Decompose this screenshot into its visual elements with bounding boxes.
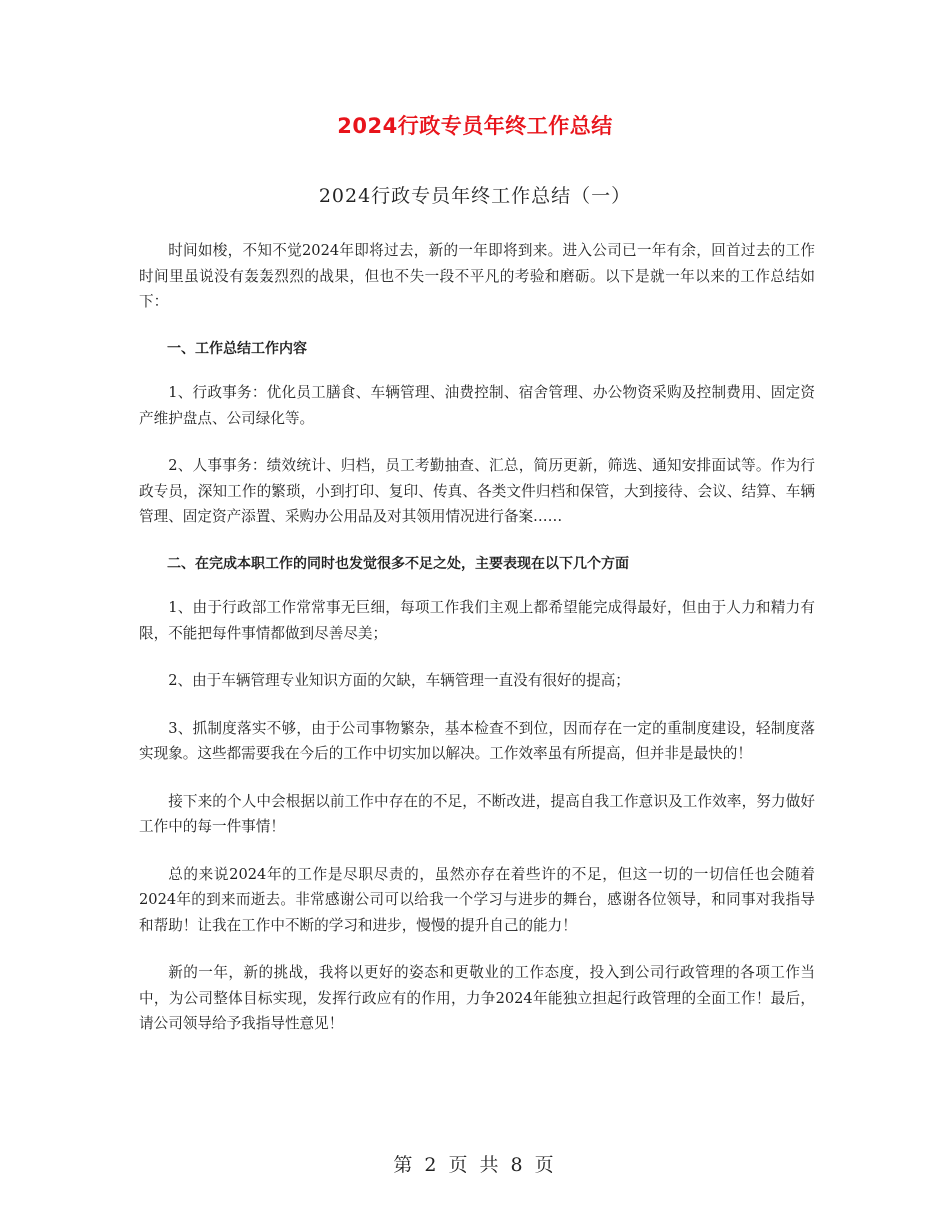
paragraph: 总的来说2024年的工作是尽职尽责的，虽然亦存在着些许的不足，但这一切的一切信任也会随着2024年的到来而逝去。非常感谢公司可以给我一个学习与进步的舞台，感谢各位领导，和同事对我指导和帮助！让我在工作中不断的学习和进步，慢慢的提升自己的能力！ xyxy=(139,865,815,934)
paragraph: 2、由于车辆管理专业知识方面的欠缺，车辆管理一直没有很好的提高； xyxy=(168,672,630,689)
section-heading: 二、在完成本职工作的同时也发觉很多不足之处，主要表现在以下几个方面 xyxy=(167,555,629,572)
paragraph: 1、行政事务：优化员工膳食、车辆管理、油费控制、宿舍管理、办公物资采购及控制费用、固定资产维护盘点、公司绿化等。 xyxy=(139,384,815,427)
document-title: 2024行政专员年终工作总结 xyxy=(337,114,613,138)
paragraph: 新的一年，新的挑战，我将以更好的姿态和更敬业的工作态度，投入到公司行政管理的各项工作当中，为公司整体目标实现，发挥行政应有的作用，力争2024年能独立担起行政管理的全面工作！最后，请公司领导给予我指导性意见！ xyxy=(139,964,815,1032)
paragraph: 接下来的个人中会根据以前工作中存在的不足，不断改进，提高自我工作意识及工作效率，努力做好工作中的每一件事情！ xyxy=(139,792,815,835)
paragraph: 2、人事事务：绩效统计、归档，员工考勤抽查、汇总，简历更新，筛选、通知安排面试等。作为行政专员，深知工作的繁琐，小到打印、复印、传真、各类文件归档和保管，大到接待、会议、结算、车辆管理、固定资产添置、采购办公用品及对其领用情况进行备案…… xyxy=(139,457,815,525)
paragraph: 1、由于行政部工作常常事无巨细，每项工作我们主观上都希望能完成得最好，但由于人力和精力有限，不能把每件事情都做到尽善尽美； xyxy=(139,599,815,642)
paragraph: 时间如梭，不知不觉2024年即将过去，新的一年即将到来。进入公司已一年有余，回首过去的工作时间里虽说没有轰轰烈烈的战果，但也不失一段不平凡的考验和磨砺。以下是就一年以来的工作总结如下： xyxy=(139,242,815,310)
section-heading: 一、工作总结工作内容 xyxy=(167,340,307,357)
document-subtitle: 2024行政专员年终工作总结（一） xyxy=(318,185,632,207)
page-number: 第 2 页 共 8 页 xyxy=(393,1154,557,1176)
paragraph: 3、抓制度落实不够，由于公司事物繁杂，基本检查不到位，因而存在一定的重制度建设，轻制度落实现象。这些都需要我在今后的工作中切实加以解决。工作效率虽有所提高，但并非是最快的！ xyxy=(139,719,815,762)
document-body xyxy=(139,238,815,1059)
